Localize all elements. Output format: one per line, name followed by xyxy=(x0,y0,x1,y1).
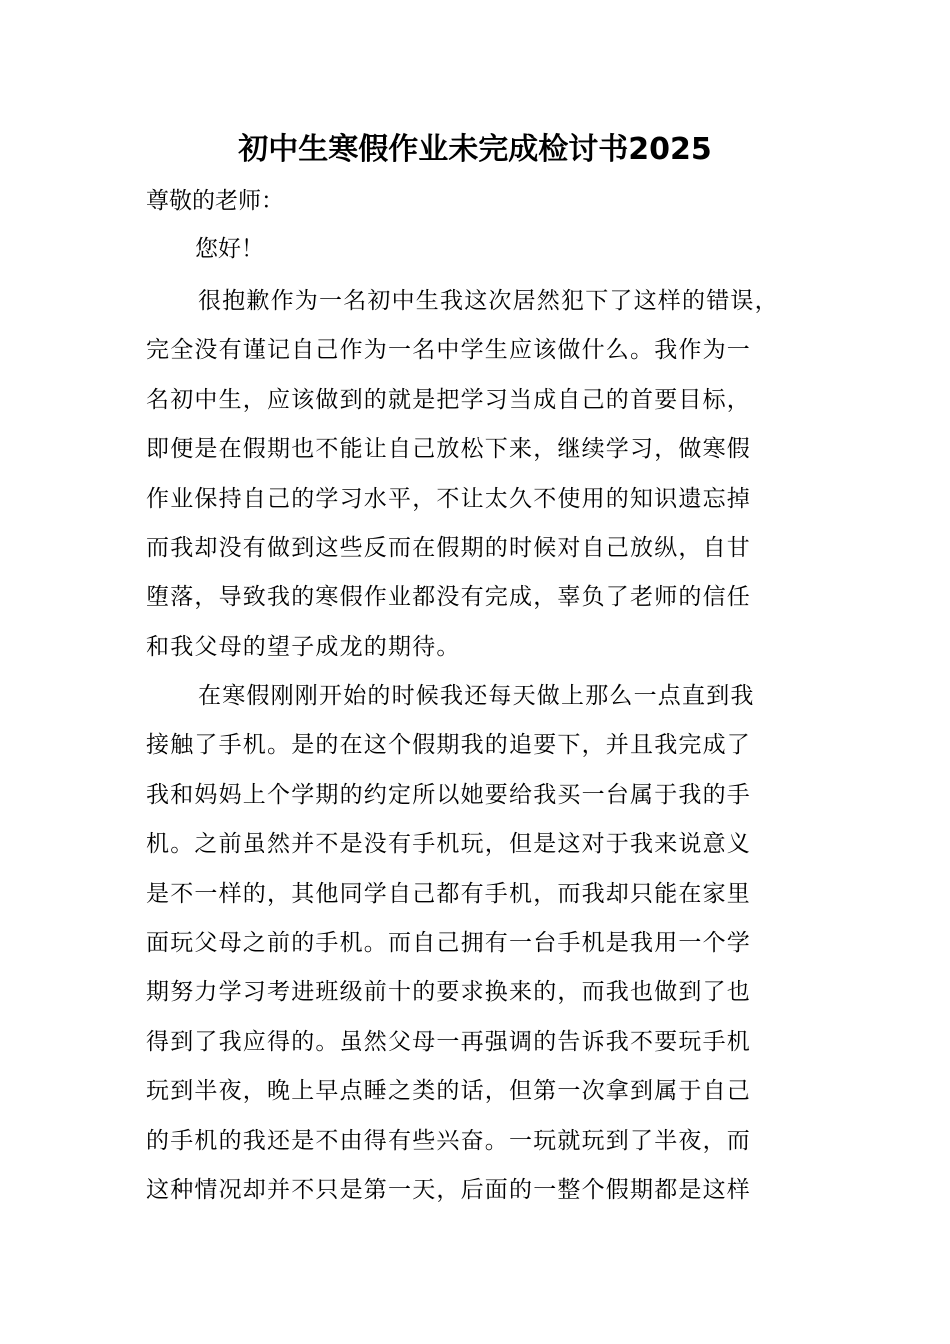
salutation: 尊敬的老师： xyxy=(146,188,284,214)
paragraph-line: 而我却没有做到这些反而在假期的时候对自己放纵，自甘 xyxy=(146,534,751,561)
paragraph-line: 在寒假刚刚开始的时候我还每天做上那么一点直到我 xyxy=(198,683,755,709)
paragraph-line: 的手机的我还是不由得有些兴奋。一玩就玩到了半夜，而 xyxy=(146,1127,751,1154)
greeting: 您好！ xyxy=(195,236,264,262)
paragraph-line: 即便是在假期也不能让自己放松下来，继续学习，做寒假 xyxy=(146,436,751,463)
paragraph-line: 和我父母的望子成龙的期待。 xyxy=(146,633,461,660)
paragraph-1 xyxy=(146,283,826,678)
paragraph-line: 机。之前虽然并不是没有手机玩，但是这对于我来说意义 xyxy=(146,831,751,858)
paragraph-line: 完全没有谨记自己作为一名中学生应该做什么。我作为一 xyxy=(146,337,751,364)
paragraph-line: 玩到半夜，晚上早点睡之类的话，但第一次拿到属于自己 xyxy=(146,1078,751,1105)
paragraph-line: 得到了我应得的。虽然父母一再强调的告诉我不要玩手机 xyxy=(146,1028,751,1055)
paragraph-line: 是不一样的，其他同学自己都有手机，而我却只能在家里 xyxy=(146,880,751,907)
paragraph-line: 堕落，导致我的寒假作业都没有完成，辜负了老师的信任 xyxy=(146,584,751,611)
paragraph-line: 作业保持自己的学习水平，不让太久不使用的知识遗忘掉 xyxy=(146,485,751,512)
paragraph-line: 我和妈妈上个学期的约定所以她要给我买一台属于我的手 xyxy=(146,781,751,808)
paragraph-line: 期努力学习考进班级前十的要求换来的，而我也做到了也 xyxy=(146,979,751,1006)
document-title: 初中生寒假作业未完成检讨书2025 xyxy=(238,132,712,167)
paragraph-line: 接触了手机。是的在这个假期我的追要下，并且我完成了 xyxy=(146,732,751,759)
paragraph-line: 这种情况却并不只是第一天，后面的一整个假期都是这样 xyxy=(146,1176,751,1203)
paragraph-line: 很抱歉作为一名初中生我这次居然犯下了这样的错误， xyxy=(198,288,779,314)
paragraph-line: 名初中生，应该做到的就是把学习当成自己的首要目标， xyxy=(146,386,751,413)
paragraph-line: 面玩父母之前的手机。而自己拥有一台手机是我用一个学 xyxy=(146,929,751,956)
paragraph-2 xyxy=(146,678,826,1221)
